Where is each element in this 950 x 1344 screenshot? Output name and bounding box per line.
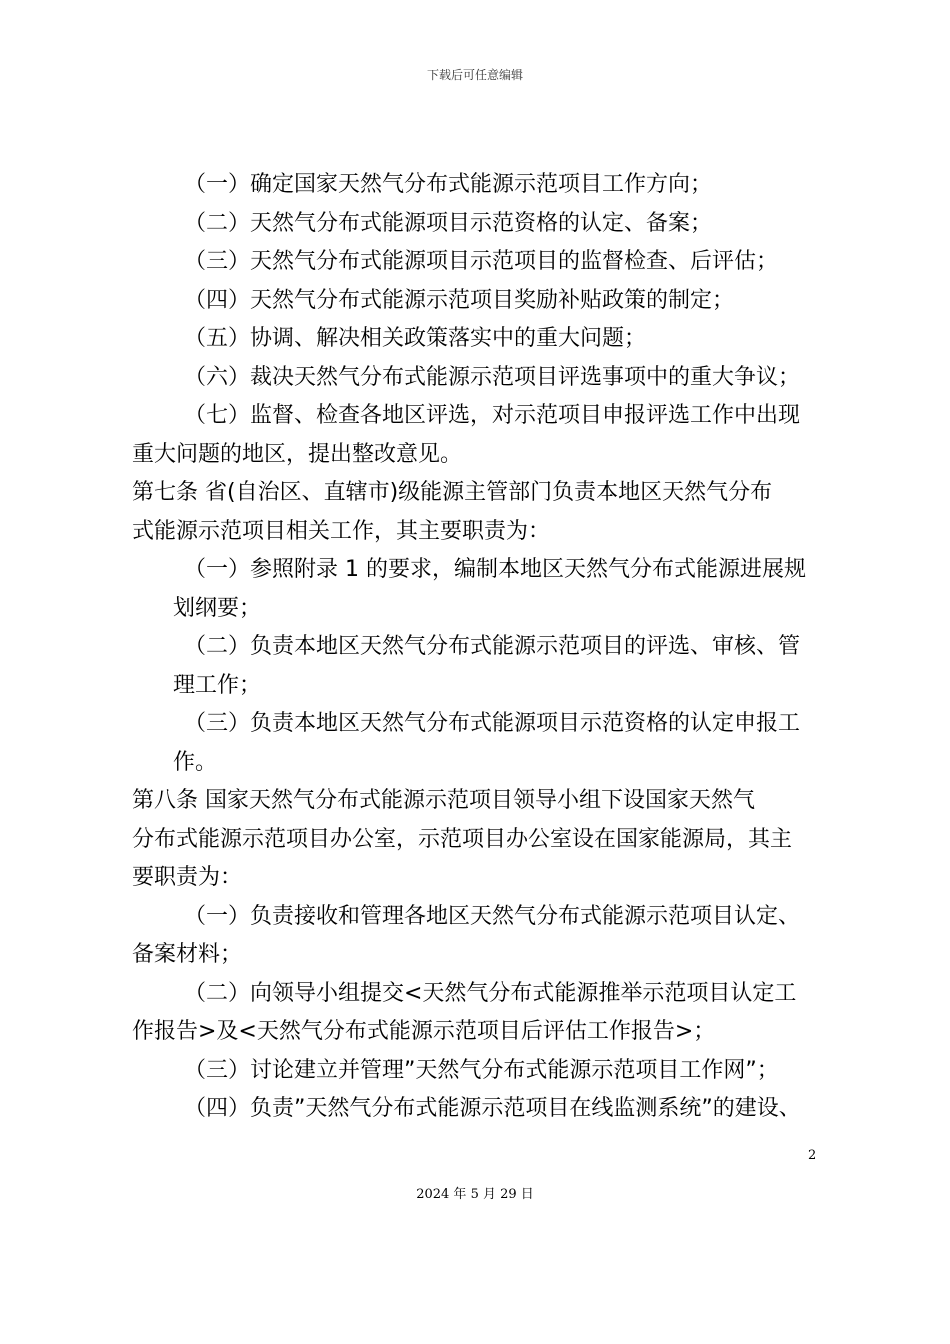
text-line: （二）向领导小组提交<天然气分布式能源推举示范项目认定工 — [184, 980, 797, 1006]
page-header: 下载后可任意编辑 — [426, 68, 523, 82]
article-7-heading: 第七条 省(自治区、直辖市)级能源主管部门负责本地区天然气分布 — [132, 480, 773, 505]
text-line: （四）天然气分布式能源示范项目奖励补贴政策的制定； — [184, 287, 735, 313]
page-number: 2 — [808, 1148, 817, 1163]
text-line: 要职责为： — [132, 865, 243, 890]
text-line: （三）讨论建立并管理”天然气分布式能源示范项目工作网”； — [184, 1057, 779, 1083]
text-line: （三）天然气分布式能源项目示范项目的监督检查、后评估； — [184, 249, 779, 274]
text-line: 分布式能源示范项目办公室，示范项目办公室设在国家能源局，其主 — [132, 826, 793, 852]
article-8-heading: 第八条 国家天然气分布式能源示范项目领导小组下设国家天然气 — [132, 788, 755, 813]
text-line: 式能源示范项目相关工作，其主要职责为： — [132, 518, 551, 544]
text-line: （六）裁决天然气分布式能源示范项目评选事项中的重大争议； — [184, 364, 801, 390]
text-line: 划纲要； — [173, 595, 262, 621]
text-line: （二）天然气分布式能源项目示范资格的认定、备案； — [184, 210, 713, 236]
text-line: （七）监督、检查各地区评选，对示范项目申报评选工作中出现 — [184, 403, 801, 428]
text-line: （三）负责本地区天然气分布式能源项目示范资格的认定申报工 — [184, 711, 801, 736]
text-line: （五）协调、解决相关政策落实中的重大问题； — [184, 326, 647, 351]
text-line: （四）负责”天然气分布式能源示范项目在线监测系统”的建设、 — [184, 1096, 801, 1121]
footer-date: 2024 年 5 月 29 日 — [416, 1187, 534, 1202]
document-body — [132, 166, 822, 1129]
text-line: （二）负责本地区天然气分布式能源示范项目的评选、审核、管 — [184, 634, 801, 659]
text-line: 理工作； — [173, 672, 262, 698]
text-line: （一）负责接收和管理各地区天然气分布式能源示范项目认定、 — [184, 903, 801, 929]
text-line: 作。 — [173, 749, 218, 775]
text-line: （一）确定国家天然气分布式能源示范项目工作方向； — [184, 172, 713, 197]
text-line: （一）参照附录 1 的要求，编制本地区天然气分布式能源进展规 — [184, 557, 806, 582]
text-line: 作报告>及<天然气分布式能源示范项目后评估工作报告>； — [132, 1019, 716, 1044]
text-line: 备案材料； — [132, 942, 243, 967]
text-line: 重大问题的地区，提出整改意见。 — [132, 441, 463, 467]
